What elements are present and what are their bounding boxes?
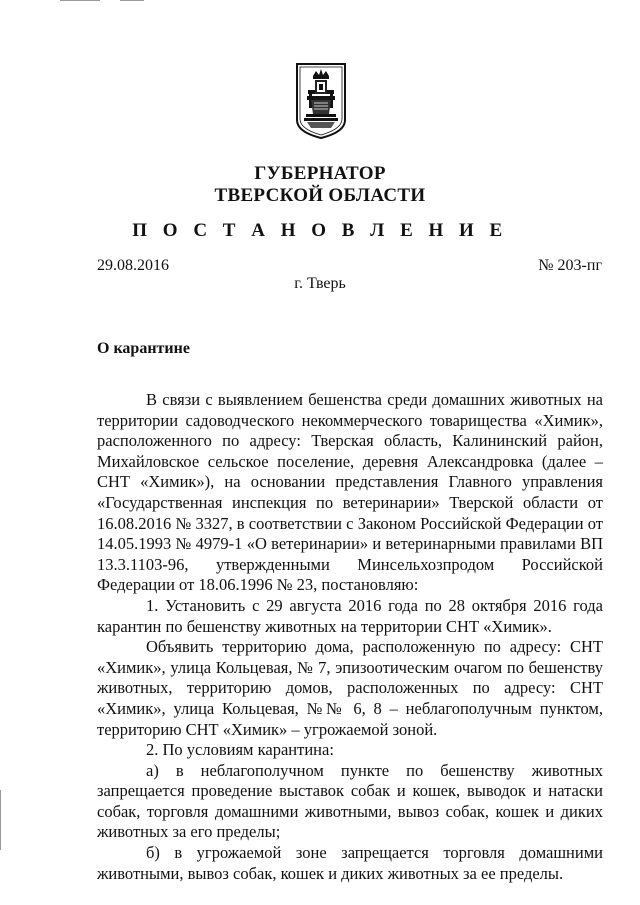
clause-2a-paragraph: а) в неблагополучном пункте по бешенству животных запрещается проведение выставок собак и кошек, выводок и натаски собак, торговля домашними животными, вывоз собак, кошек и диких животных за его пределы; — [97, 760, 603, 842]
issuer-title-line2: ТВЕРСКОЙ ОБЛАСТИ — [214, 185, 426, 206]
clause-1-paragraph: 1. Установить с 29 августа 2016 года по 28 октября 2016 года карантин по бешенству животных на территории СНТ «Химик». — [97, 595, 603, 636]
document-subject: О карантине — [97, 340, 190, 357]
preamble-paragraph: В связи с выявлением бешенства среди домашних животных на территории садоводческого некоммерческого товарищества «Химик», расположенного по адресу: Тверская область, Калининский район, Михайловское сельское поселение, деревня Александровка (далее – СНТ «Химик»), на основании представления Главного управления «Государственная инспекция по ветеринарии» Тверской области от 16.08.2016 № 3327, в соответствии с Законом Российской Федерации от 14.05.1993 № 4979-1 «О ветеринарии» и ветеринарными правилами ВП 13.3.1103-96, утвержденными Минсельхозпродом Российской Федерации от 18.06.1996 № 23, постановляю: — [97, 390, 603, 595]
document-body — [97, 390, 603, 884]
document-date: 29.08.2016 — [97, 257, 169, 274]
document-city: г. Тверь — [294, 275, 346, 292]
clause-2-paragraph: 2. По условиям карантина: — [146, 740, 334, 760]
clause-2b-paragraph: б) в угрожаемой зоне запрещается торговля домашними животными, вывоз собак, кошек и диких животных за ее пределы. — [97, 843, 603, 883]
tver-coat-of-arms-icon — [295, 62, 347, 140]
declaration-paragraph: Объявить территорию дома, расположенную по адресу: СНТ «Химик», улица Кольцевая, № 7, эпизоотическим очагом по бешенству животных, территорию домов, расположенных по адресу: СНТ «Химик», улица Кольцевая, №№ 6, 8 – неблагополучным пунктом, территорию СНТ «Химик» – угрожаемой зоной. — [97, 637, 603, 739]
document-number: № 203-пг — [538, 257, 602, 274]
document-type: П О С Т А Н О В Л Е Н И Е — [132, 220, 508, 241]
issuer-title-line1: ГУБЕРНАТОР — [254, 163, 386, 184]
